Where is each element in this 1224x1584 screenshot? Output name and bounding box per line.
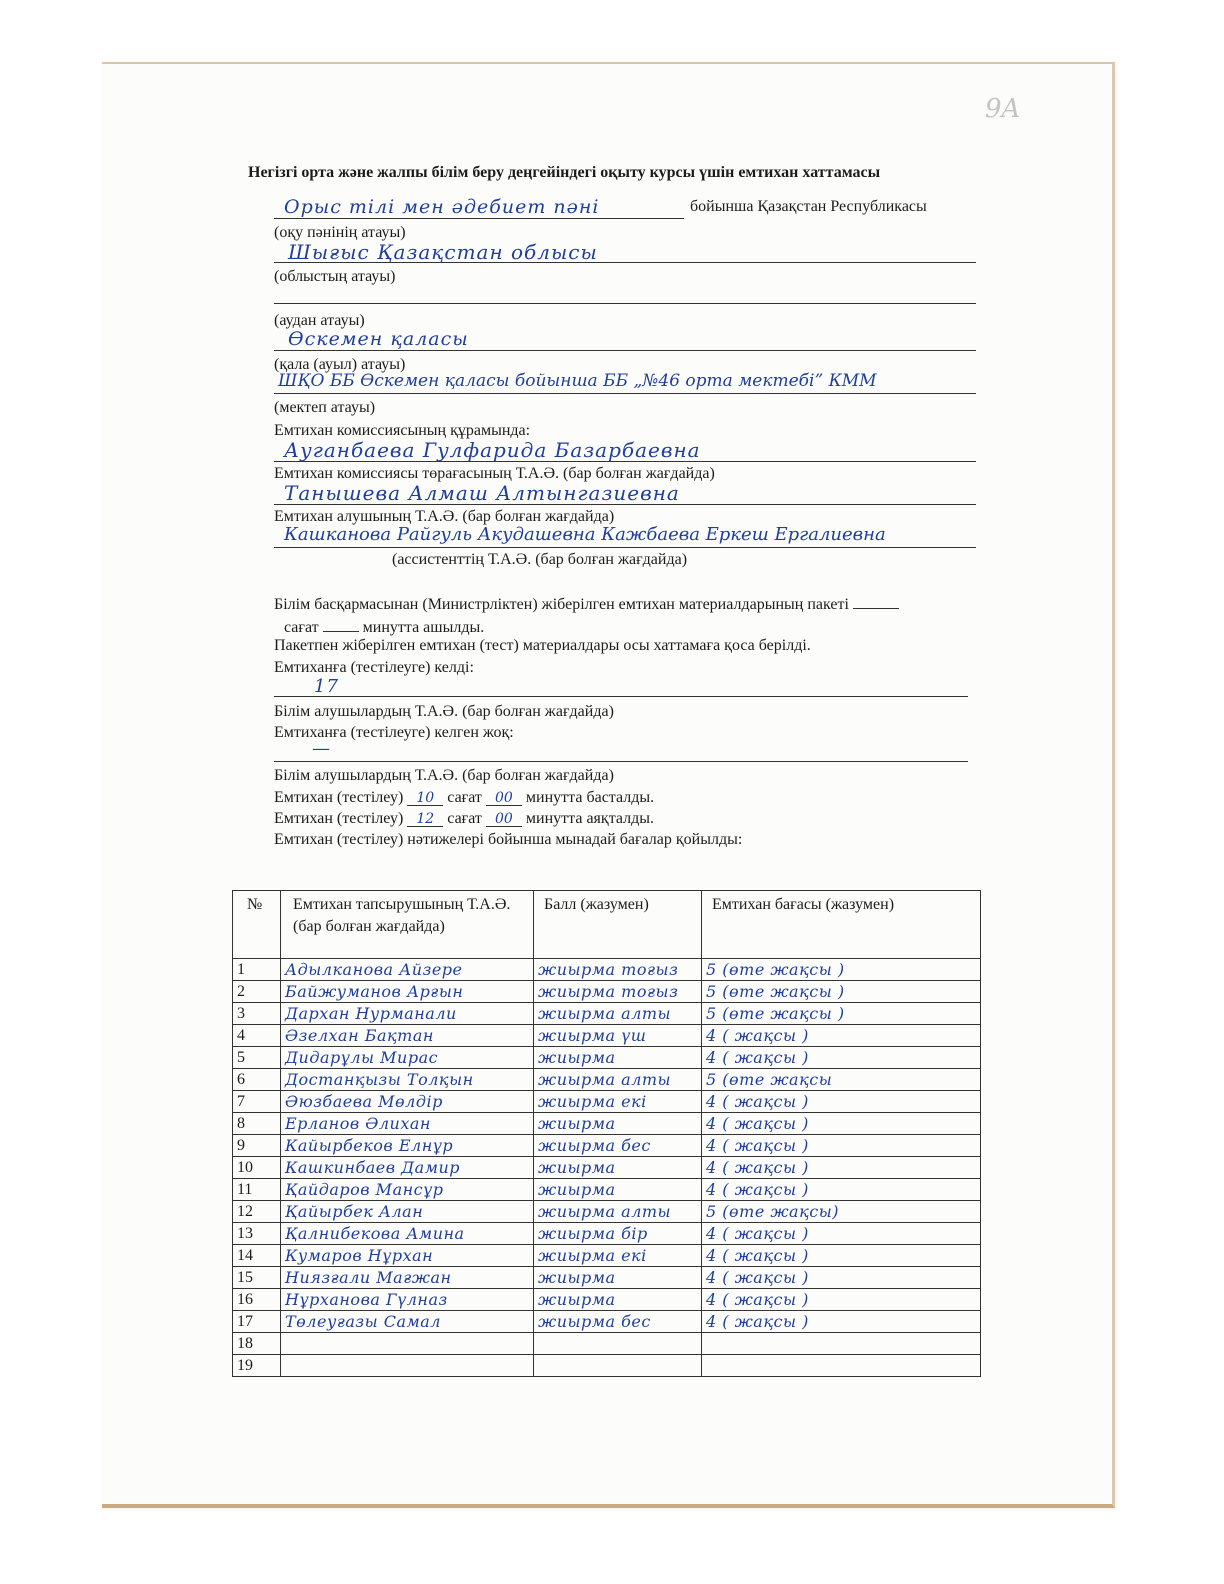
student-grade: 4 ( жақсы ) — [702, 1311, 981, 1333]
table-row — [233, 1047, 981, 1069]
student-name: Қайырбек Алан — [281, 1201, 534, 1223]
student-name: Қалнибекова Амина — [281, 1223, 534, 1245]
student-grade: 4 ( жақсы ) — [702, 1223, 981, 1245]
student-grade: 4 ( жақсы ) — [702, 1245, 981, 1267]
assistant-label: (ассистенттің Т.А.Ә. (бар болған жағдайда) — [392, 551, 688, 568]
student-score: жиырма — [534, 1179, 702, 1201]
student-name — [281, 1333, 534, 1355]
student-grade: 4 ( жақсы ) — [702, 1157, 981, 1179]
subject-suffix: бойынша Қазақстан Республикасы — [690, 198, 927, 215]
row-number: 11 — [233, 1179, 281, 1201]
students-label-2: Білім алушылардың Т.А.Ә. (бар болған жағдайда) — [274, 767, 614, 784]
city-value: Өскемен қаласы — [288, 328, 469, 350]
student-grade: 4 ( жақсы ) — [702, 1289, 981, 1311]
package-minute-text: минутта ашылды. — [362, 619, 485, 636]
student-name — [281, 1355, 534, 1377]
student-name: Ерланов Әлихан — [281, 1113, 534, 1135]
table-row — [233, 1135, 981, 1157]
package-line2 — [284, 617, 484, 637]
end-suffix: минутта аяқталды. — [525, 810, 654, 827]
district-line — [274, 303, 976, 304]
row-number: 14 — [233, 1245, 281, 1267]
student-score: жиырма бір — [534, 1223, 702, 1245]
commission-label: Емтихан комиссиясының құрамында: — [274, 422, 531, 439]
commission-member: Ауганбаева Гулфарида Базарбаевна — [284, 438, 701, 462]
student-grade: 4 ( жақсы ) — [702, 1267, 981, 1289]
absent-line — [274, 761, 968, 762]
header-number: № — [233, 891, 281, 959]
row-number: 17 — [233, 1311, 281, 1333]
page-title: Негізгі орта және жалпы білім беру деңгейіндегі оқыту курсы үшін емтихан хаттамасы — [248, 164, 881, 181]
city-line — [274, 350, 976, 351]
student-grade: 5 (өте жақсы — [702, 1069, 981, 1091]
examiner-value: Кашканова Райгуль Акудашевна Кажбаева Еркеш Ергалиевна — [284, 524, 886, 545]
city-caption: (қала (ауыл) атауы) — [274, 356, 406, 373]
table-row — [233, 1113, 981, 1135]
student-grade: 5 (өте жақсы ) — [702, 959, 981, 981]
arrived-line — [274, 696, 968, 697]
row-number: 10 — [233, 1157, 281, 1179]
student-name: Төлеуғазы Самал — [281, 1311, 534, 1333]
row-number: 4 — [233, 1025, 281, 1047]
header-score: Балл (жазумен) — [534, 891, 702, 959]
table-row — [233, 1311, 981, 1333]
student-name: Әюзбаева Мөлдір — [281, 1091, 534, 1113]
school-caption: (мектеп атауы) — [274, 399, 376, 416]
package-text: Білім басқармасынан (Министрліктен) жіберілген емтихан материалдарының пакеті — [274, 596, 849, 613]
end-prefix: Емтихан (тестілеу) — [274, 810, 404, 827]
start-hour-word: сағат — [447, 789, 482, 806]
student-score: жиырма алты — [534, 1201, 702, 1223]
student-name: Байжуманов Арғын — [281, 981, 534, 1003]
student-grade: 4 ( жақсы ) — [702, 1179, 981, 1201]
end-line — [274, 810, 654, 828]
student-grade: 5 (өте жақсы ) — [702, 1003, 981, 1025]
materials-text: Пакетпен жіберілген емтихан (тест) материалдары осы хаттамаға қоса берілді. — [274, 637, 811, 654]
row-number: 2 — [233, 981, 281, 1003]
table-row — [233, 1157, 981, 1179]
student-name: Дархан Нурманали — [281, 1003, 534, 1025]
table-row — [233, 981, 981, 1003]
absent-value: — — [312, 738, 331, 759]
end-hour: 12 — [407, 812, 443, 827]
row-number: 9 — [233, 1135, 281, 1157]
arrived-label: Емтиханға (тестілеуге) келді: — [274, 659, 474, 676]
row-number: 19 — [233, 1355, 281, 1377]
row-number: 5 — [233, 1047, 281, 1069]
student-grade: 4 ( жақсы ) — [702, 1113, 981, 1135]
student-score: жиырма — [534, 1289, 702, 1311]
start-hour: 10 — [407, 791, 443, 806]
student-score: жиырма — [534, 1267, 702, 1289]
student-score: жиырма бес — [534, 1135, 702, 1157]
student-score: жиырма — [534, 1113, 702, 1135]
student-score: жиырма үш — [534, 1025, 702, 1047]
table-row — [233, 959, 981, 981]
table-row — [233, 1289, 981, 1311]
student-grade — [702, 1355, 981, 1377]
region-caption: (облыстың атауы) — [274, 268, 396, 285]
student-name: Әзелхан Бақтан — [281, 1025, 534, 1047]
student-grade — [702, 1333, 981, 1355]
row-number: 18 — [233, 1333, 281, 1355]
row-number: 16 — [233, 1289, 281, 1311]
table-header-row — [233, 891, 981, 959]
table-row — [233, 1003, 981, 1025]
region-value: Шығыс Қазақстан облысы — [288, 240, 598, 264]
chair-value: Танышева Алмаш Алтынгазиевна — [284, 481, 680, 505]
header-name: Емтихан тапсырушының Т.А.Ә. (бар болған жағдайда) — [281, 891, 534, 959]
student-name: Дидарұлы Мирас — [281, 1047, 534, 1069]
student-score: жиырма тоғыз — [534, 981, 702, 1003]
row-number: 3 — [233, 1003, 281, 1025]
student-score: жиырма алты — [534, 1069, 702, 1091]
student-grade: 4 ( жақсы ) — [702, 1135, 981, 1157]
end-minute: 00 — [486, 812, 522, 827]
table-row — [233, 1355, 981, 1377]
student-name: Қайдаров Мансұр — [281, 1179, 534, 1201]
table-row — [233, 1333, 981, 1355]
subject-caption: (оқу пәнінің атауы) — [274, 224, 406, 241]
student-grade: 5 (өте жақсы) — [702, 1201, 981, 1223]
student-score: жиырма екі — [534, 1091, 702, 1113]
package-hour-word: сағат — [284, 619, 319, 636]
row-number: 12 — [233, 1201, 281, 1223]
student-score: жиырма — [534, 1157, 702, 1179]
student-grade: 5 (өте жақсы ) — [702, 981, 981, 1003]
student-name: Достанқызы Толқын — [281, 1069, 534, 1091]
results-label: Емтихан (тестілеу) нәтижелері бойынша мынадай бағалар қойылды: — [274, 831, 743, 848]
row-number: 1 — [233, 959, 281, 981]
corner-mark: 9A — [985, 94, 1021, 124]
table-row — [233, 1245, 981, 1267]
student-score: жиырма тоғыз — [534, 959, 702, 981]
student-name: Ниязғали Мағжан — [281, 1267, 534, 1289]
start-suffix: минутта басталды. — [525, 789, 655, 806]
subject-line — [274, 218, 684, 219]
end-hour-word: сағат — [447, 810, 482, 827]
start-prefix: Емтихан (тестілеу) — [274, 789, 404, 806]
header-grade: Емтихан бағасы (жазумен) — [702, 891, 981, 959]
row-number: 13 — [233, 1223, 281, 1245]
table-row — [233, 1223, 981, 1245]
examiner-label: Емтихан алушының Т.А.Ә. (бар болған жағдайда) — [274, 508, 615, 525]
student-grade: 4 ( жақсы ) — [702, 1047, 981, 1069]
student-score: жиырма екі — [534, 1245, 702, 1267]
examiner-line — [274, 547, 976, 548]
package-line1 — [274, 594, 899, 614]
row-number: 6 — [233, 1069, 281, 1091]
student-name: Кумаров Нұрхан — [281, 1245, 534, 1267]
table-row — [233, 1201, 981, 1223]
absent-label: Емтиханға (тестілеуге) келген жоқ: — [274, 724, 514, 741]
start-line — [274, 789, 654, 807]
student-name: Адылканова Айзере — [281, 959, 534, 981]
subject-value: Орыс тілі мен әдебиет пәні — [284, 196, 600, 218]
school-value: ШҚО ББ Өскемен қаласы бойынша ББ „№46 орта мектебі” КММ — [278, 371, 877, 391]
row-number: 7 — [233, 1091, 281, 1113]
student-grade: 4 ( жақсы ) — [702, 1025, 981, 1047]
row-number: 8 — [233, 1113, 281, 1135]
student-score — [534, 1355, 702, 1377]
chair-label: Емтихан комиссиясы төрағасының Т.А.Ә. (бар болған жағдайда) — [274, 465, 715, 482]
student-score: жиырма алты — [534, 1003, 702, 1025]
table-row — [233, 1179, 981, 1201]
students-label-1: Білім алушылардың Т.А.Ә. (бар болған жағдайда) — [274, 703, 614, 720]
package-hour-blank[interactable] — [853, 594, 899, 609]
student-score: жиырма — [534, 1047, 702, 1069]
student-score — [534, 1333, 702, 1355]
student-grade: 4 ( жақсы ) — [702, 1091, 981, 1113]
row-number: 15 — [233, 1267, 281, 1289]
student-name: Кайырбеков Елнұр — [281, 1135, 534, 1157]
student-score: жиырма бес — [534, 1311, 702, 1333]
table-row — [233, 1025, 981, 1047]
district-caption: (аудан атауы) — [274, 312, 365, 329]
table-row — [233, 1267, 981, 1289]
school-line — [274, 393, 976, 394]
grades-table — [232, 890, 981, 1377]
arrived-count: 17 — [314, 676, 339, 697]
student-name: Кашкинбаев Дамир — [281, 1157, 534, 1179]
package-minute-blank[interactable] — [323, 617, 359, 632]
student-name: Нұрханова Гүлназ — [281, 1289, 534, 1311]
table-row — [233, 1091, 981, 1113]
table-row — [233, 1069, 981, 1091]
start-minute: 00 — [486, 791, 522, 806]
